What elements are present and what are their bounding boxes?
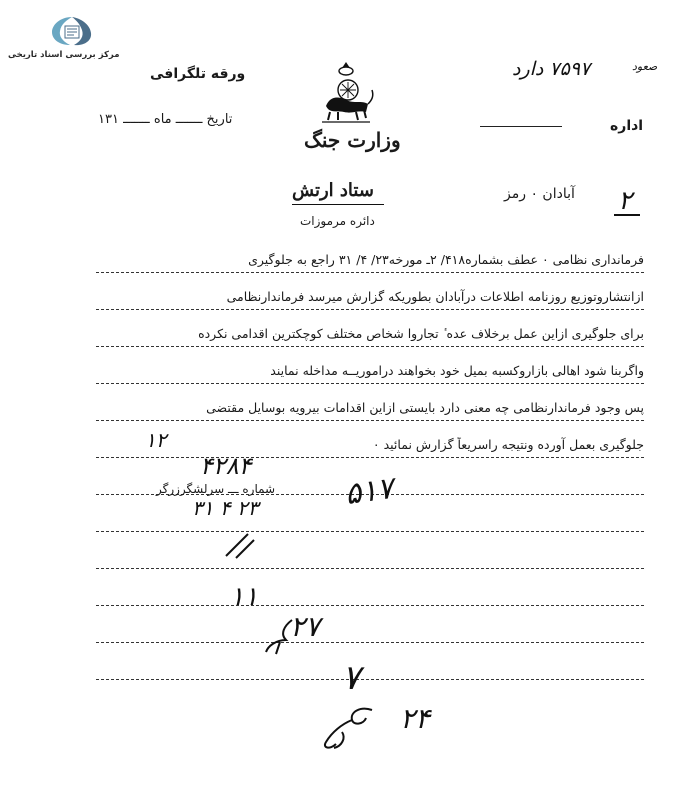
lion-and-sun-emblem-icon: [316, 60, 376, 126]
handwritten-slash-icon: [218, 530, 258, 560]
handwritten-date: ۳۱ ۴ ۲۳: [192, 496, 259, 520]
ruled-line: [96, 346, 644, 347]
body-line: واگربنا شود اهالى بازاروکسبه بمیل خود بخواهند دراموریــه مداخله نمایند: [270, 363, 644, 378]
cipher-department: دائره مرموزات: [300, 214, 375, 228]
handwritten-number: ۴۲۸۴: [200, 452, 252, 480]
hq-underline: [292, 204, 384, 205]
handwritten-note: صعود: [632, 60, 658, 73]
page-number: ۲: [618, 186, 632, 216]
handwritten-number: ۲۴: [400, 702, 431, 735]
ruled-line: [96, 531, 644, 532]
admin-label: اداره: [610, 118, 644, 134]
ministry-title: وزارت جنگ: [304, 128, 401, 152]
body-line: جلوگیرى بعمل آورده ونتیجه راسریعاً گزارش نمائید ۰: [372, 437, 644, 452]
cipher-origin: آبادان ۰ رمز: [504, 186, 575, 202]
archive-logo: [14, 14, 100, 52]
handwritten-document-number: ۷۵۹۷ دارد: [512, 58, 591, 80]
ruled-line: [96, 457, 644, 458]
ruled-line: [96, 272, 644, 273]
archive-logo-caption: مرکز بررسی اسناد تاریخی: [8, 50, 120, 60]
body-line: براى جلوگیرى ازاین عمل برخلاف عده ٔ تجاروا شخاص مختلف کوچکترین اقدامى نکرده: [198, 326, 644, 341]
date-line: تاریخ ـــــــ ماه ـــــــ ۱۳۱: [98, 112, 233, 127]
handwritten-number: ۵۱۷: [342, 470, 396, 513]
handwritten-number: ۷: [342, 658, 361, 698]
army-headquarters-title: ستاد ارتش: [292, 180, 374, 201]
handwritten-number: ۲۷: [290, 610, 321, 643]
body-line: فرماندارى نظامى ۰ عطف بشماره۴۱۸/ ۲ـ مورخه۲۳/ ۴/ ۳۱ راجع به جلوگیرى: [248, 252, 644, 267]
ruled-line: [96, 642, 644, 643]
archive-logo-icon: [48, 14, 96, 48]
admin-blank-line: [480, 126, 562, 127]
ruled-line: [96, 420, 644, 421]
handwritten-scribble-icon: [312, 702, 382, 752]
ruled-line: [96, 605, 644, 606]
body-line: پس وجود فرماندارنظامى چه معنى دارد بایستى ازاین اقدامات بیرویه بوسایل مقتضى: [206, 400, 644, 415]
ruled-line: [96, 679, 644, 680]
page-number-underline: [614, 214, 640, 216]
ruled-line: [96, 309, 644, 310]
handwritten-mark: ۱۲: [145, 428, 167, 452]
ruled-line: [96, 568, 644, 569]
telegraph-form-title: ورقه تلگرافی: [150, 66, 246, 82]
handwritten-stroke-icon: [262, 616, 298, 656]
handwritten-number: ۱۱: [230, 582, 258, 612]
ruled-line: [96, 383, 644, 384]
body-line: ازانتشاروتوزیع روزنامه اطلاعات درآبادان بطوریکه گزارش میرسد فرماندارنظامى: [226, 289, 644, 304]
receipt-signature-line: شماره ـــ سرلشگرزرگر: [156, 482, 276, 496]
